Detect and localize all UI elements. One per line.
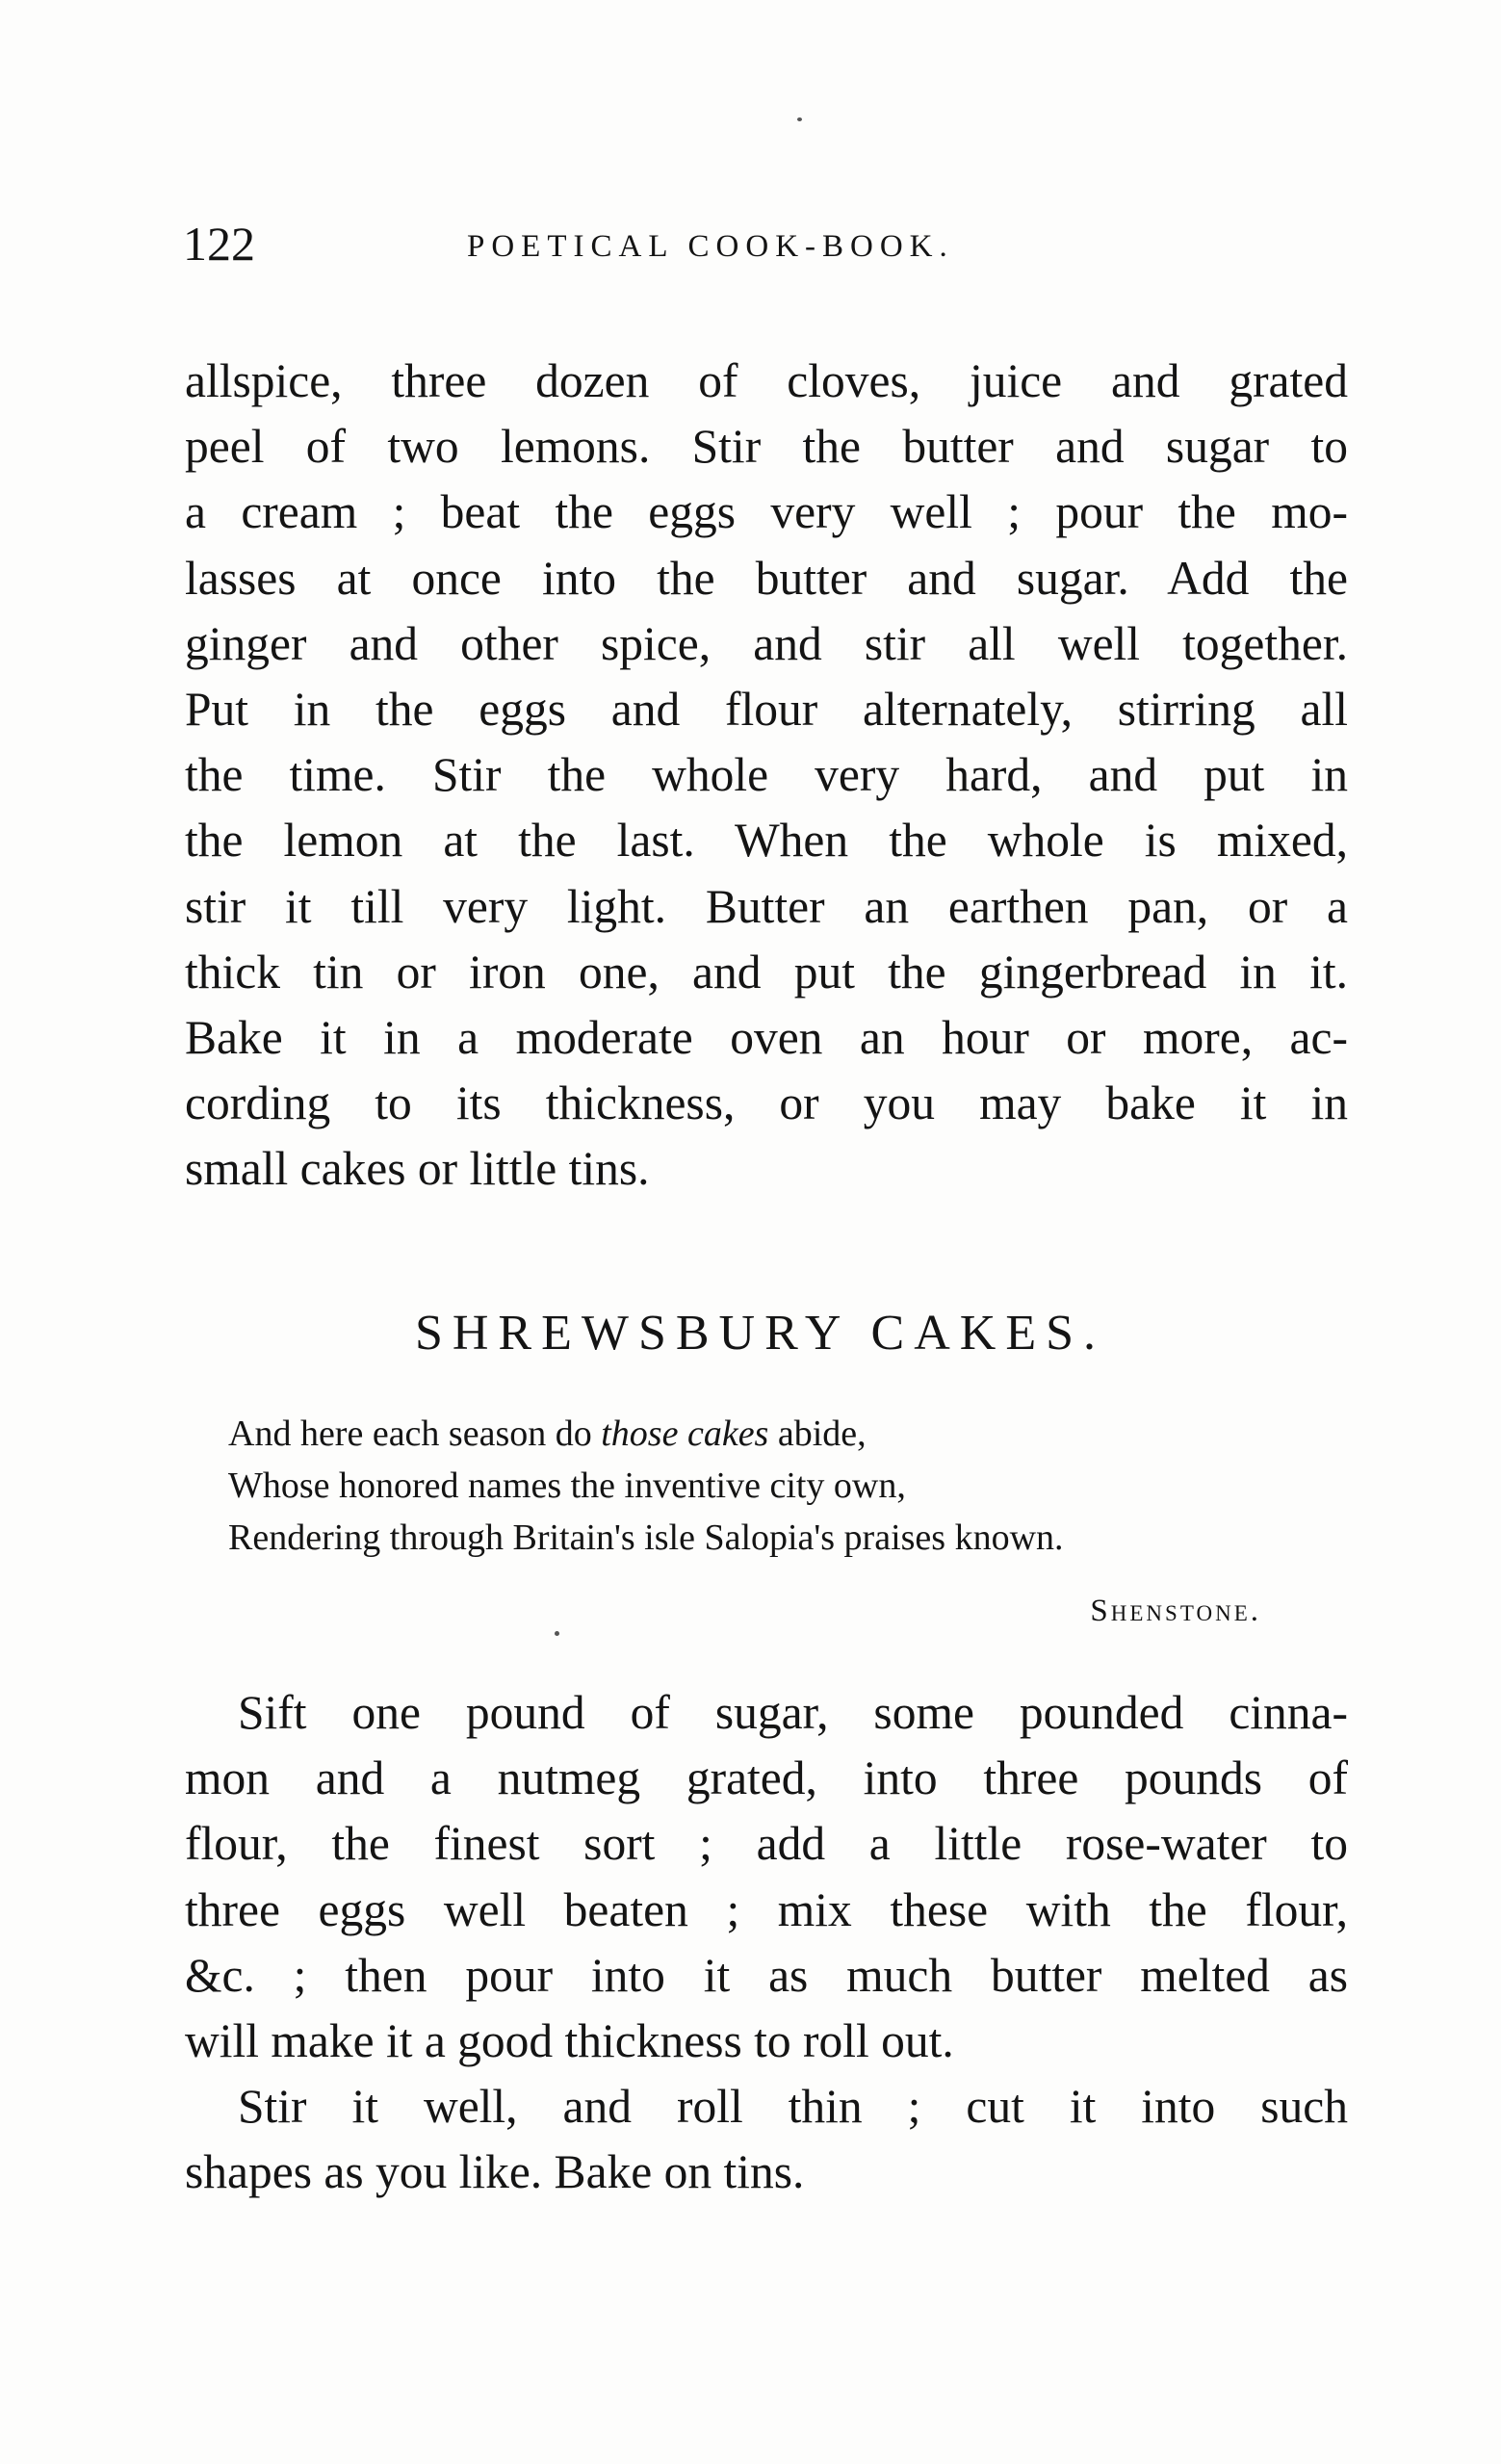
- running-head: POETICAL COOK-BOOK.: [467, 229, 954, 264]
- text-line: a cream ; beat the eggs very well ; pour the mo-: [185, 485, 1348, 539]
- text-line: Stir it well, and roll thin ; cut it into such: [238, 2080, 1348, 2134]
- text-line: shapes as you like. Bake on tins.: [185, 2145, 805, 2199]
- text-line: allspice, three dozen of cloves, juice and grated: [185, 354, 1348, 407]
- text-line: thick tin or iron one, and put the gingerbread in it.: [185, 945, 1348, 999]
- epigraph-line: And here each season do those cakes abide,: [228, 1414, 867, 1454]
- text-line: &c. ; then pour into it as much butter melted as: [185, 1948, 1348, 2002]
- text-line: the time. Stir the whole very hard, and put in: [185, 748, 1348, 802]
- text-line: Put in the eggs and flour alternately, stirring all: [185, 682, 1348, 736]
- text-line: Sift one pound of sugar, some pounded cinna-: [238, 1686, 1348, 1739]
- recipe-paragraph: [185, 1680, 1348, 2206]
- page-header: [183, 210, 1348, 277]
- text-line: Bake it in a moderate oven an hour or more, ac-: [185, 1010, 1348, 1064]
- print-speck: [555, 1631, 559, 1636]
- text-line: cording to its thickness, or you may bake it in: [185, 1076, 1348, 1130]
- text-line: stir it till very light. Butter an earthen pan, or a: [185, 879, 1348, 933]
- text-line: small cakes or little tins.: [185, 1142, 650, 1196]
- page-number: 122: [183, 217, 255, 271]
- text-line: mon and a nutmeg grated, into three pounds of: [185, 1751, 1348, 1805]
- text-line: the lemon at the last. When the whole is mixed,: [185, 814, 1348, 868]
- text-line: peel of two lemons. Stir the butter and sugar to: [185, 420, 1348, 474]
- epigraph-italic: those cakes: [601, 1414, 769, 1454]
- epigraph-line: Rendering through Britain's isle Salopia's praises known.: [228, 1517, 1064, 1558]
- continuation-paragraph: [185, 349, 1348, 1202]
- text-line: three eggs well beaten ; mix these with the flour,: [185, 1882, 1348, 1936]
- text-line: ginger and other spice, and stir all well together.: [185, 616, 1348, 670]
- text-line: flour, the finest sort ; add a little rose-water to: [185, 1817, 1348, 1871]
- epigraph-attribution: Shenstone.: [1090, 1594, 1261, 1628]
- epigraph-line: Whose honored names the inventive city own,: [228, 1465, 906, 1506]
- text-line: will make it a good thickness to roll out.: [185, 2013, 954, 2067]
- print-speck: [797, 117, 802, 121]
- text-line: lasses at once into the butter and sugar. Add the: [185, 551, 1348, 605]
- epigraph: [228, 1408, 1364, 1564]
- recipe-title: SHREWSBURY CAKES.: [414, 1306, 1106, 1361]
